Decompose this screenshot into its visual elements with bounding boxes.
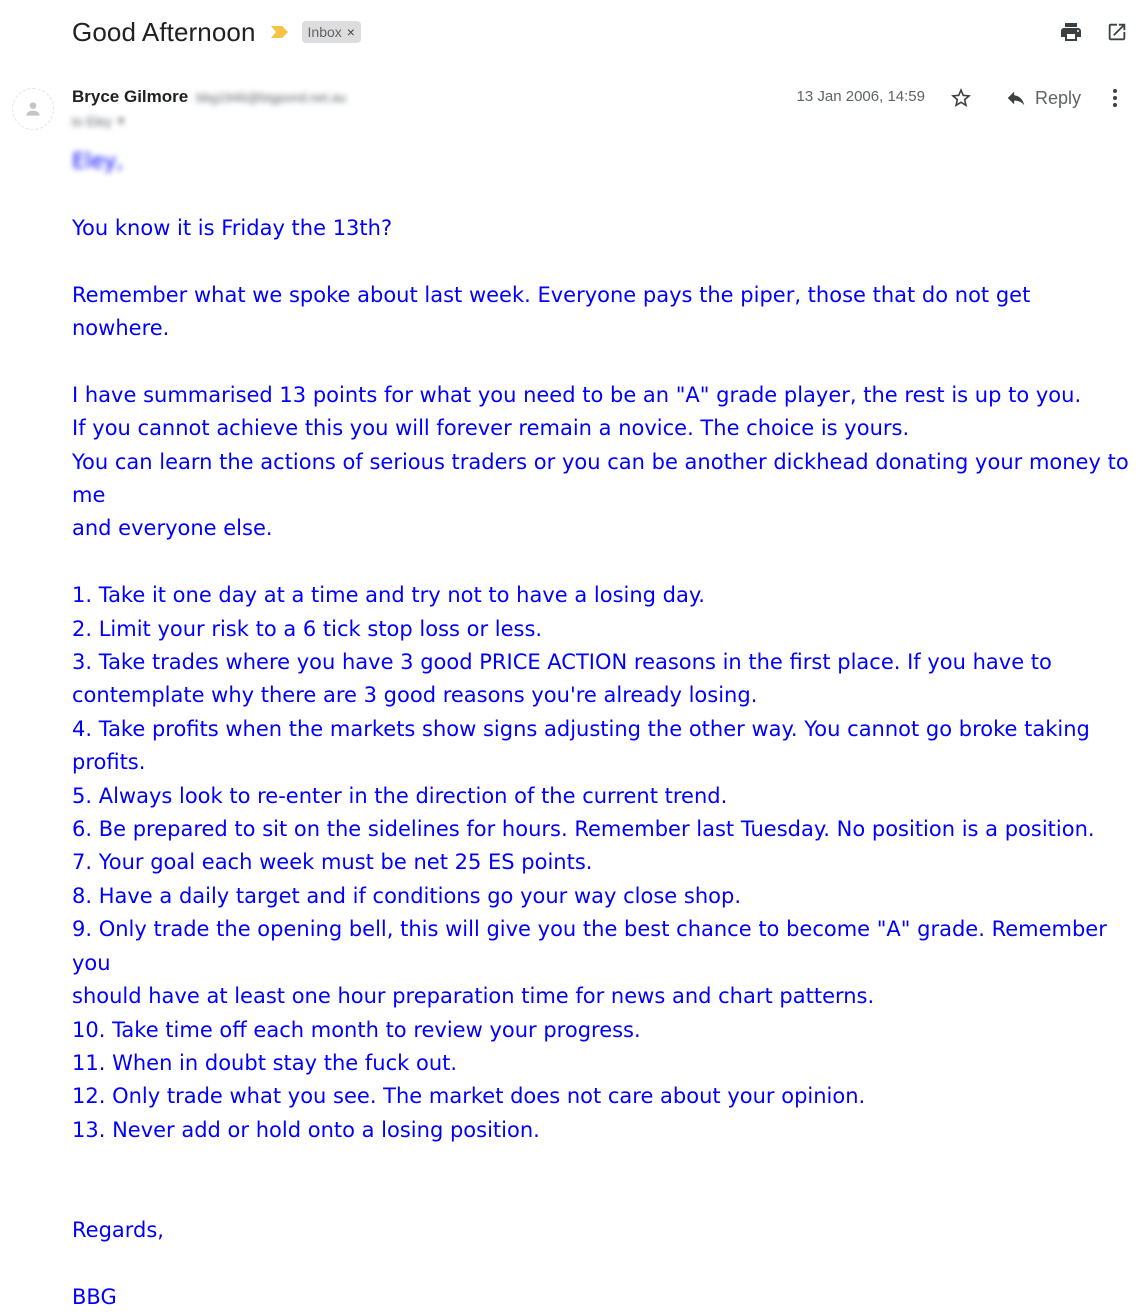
print-icon[interactable]: [1057, 18, 1085, 46]
list-item: 6. Be prepared to sit on the sidelines for hours. Remember last Tuesday. No position is a position.: [72, 817, 1095, 842]
recipient-details-chevron-icon[interactable]: ▾: [117, 113, 125, 128]
person-icon: [23, 99, 43, 119]
message-actions: [743, 84, 1143, 112]
subject-actions: [1023, 18, 1143, 48]
list-item: 1. Take it one day at a time and try not to have a losing day.: [72, 583, 705, 608]
list-item: 13. Never add or hold onto a losing position.: [72, 1117, 540, 1142]
remove-label-button[interactable]: ×: [346, 24, 355, 40]
email-body: [72, 145, 1132, 1314]
star-icon[interactable]: [947, 84, 975, 112]
body-greeting: Eley,: [72, 149, 124, 173]
list-item: 11. When in doubt stay the fuck out.: [72, 1050, 458, 1075]
sender-row: [72, 86, 346, 108]
open-in-new-window-icon[interactable]: [1103, 18, 1131, 46]
list-item: 2. Limit your risk to a 6 tick stop loss or less.: [72, 616, 543, 641]
body-closing: Regards,: [72, 1217, 164, 1242]
list-item: 7. Your goal each week must be net 25 ES points.: [72, 850, 593, 875]
inbox-label-chip: [302, 21, 361, 43]
label-chip-text: Inbox: [307, 24, 342, 40]
subject-row: [72, 14, 361, 50]
spacer: [72, 1147, 1132, 1214]
list-item: 12. Only trade what you see. The market does not care about your opinion.: [72, 1084, 866, 1109]
list-item: should have at least one hour preparation time for news and chart patterns.: [72, 984, 875, 1009]
spacer: [72, 245, 1132, 278]
importance-marker-icon[interactable]: [270, 24, 290, 40]
email-subject: Good Afternoon: [72, 16, 256, 47]
list-item: 9. Only trade the opening bell, this will give you the best chance to become "A" grade. Remember you: [72, 917, 1107, 975]
reply-button[interactable]: [1005, 84, 1081, 112]
list-item: 3. Take trades where you have 3 good PRICE ACTION reasons in the first place. If you have to: [72, 650, 1052, 675]
list-item: 5. Always look to re-enter in the direction of the current trend.: [72, 783, 728, 808]
body-signature: BBG: [72, 1284, 117, 1309]
reply-label: Reply: [1034, 87, 1081, 108]
list-item: 8. Have a daily target and if conditions go your way close shop.: [72, 883, 741, 908]
body-line: You know it is Friday the 13th?: [72, 215, 393, 240]
body-line: You can learn the actions of serious traders or you can be another dickhead donating your money to me: [72, 449, 1129, 508]
spacer: [72, 178, 1132, 211]
list-item: contemplate why there are 3 good reasons you're already losing.: [72, 683, 758, 708]
body-line: and everyone else.: [72, 516, 273, 541]
recipient-row[interactable]: [72, 112, 124, 130]
avatar[interactable]: [12, 88, 54, 130]
more-vert-icon[interactable]: [1101, 84, 1129, 112]
reply-icon: [1005, 87, 1027, 109]
body-line: Remember what we spoke about last week. Everyone pays the piper, those that do not get nowhere.: [72, 282, 1031, 340]
list-item: 10. Take time off each month to review your progress.: [72, 1017, 641, 1042]
spacer: [72, 1247, 1132, 1280]
recipient-text: to Eley: [72, 113, 112, 129]
list-item: 4. Take profits when the markets show signs adjusting the other way. You cannot go broke taking profits.: [72, 716, 1090, 775]
spacer: [72, 345, 1132, 378]
message-date: 13 Jan 2006, 14:59: [796, 88, 925, 105]
sender-email: bbg1946@bigpond.net.au: [196, 89, 347, 105]
spacer: [72, 546, 1132, 579]
body-line: If you cannot achieve this you will forever remain a novice. The choice is yours.: [72, 416, 910, 441]
body-line: I have summarised 13 points for what you need to be an "A" grade player, the rest is up to you.: [72, 382, 1082, 407]
sender-name[interactable]: Bryce Gilmore: [72, 87, 189, 106]
